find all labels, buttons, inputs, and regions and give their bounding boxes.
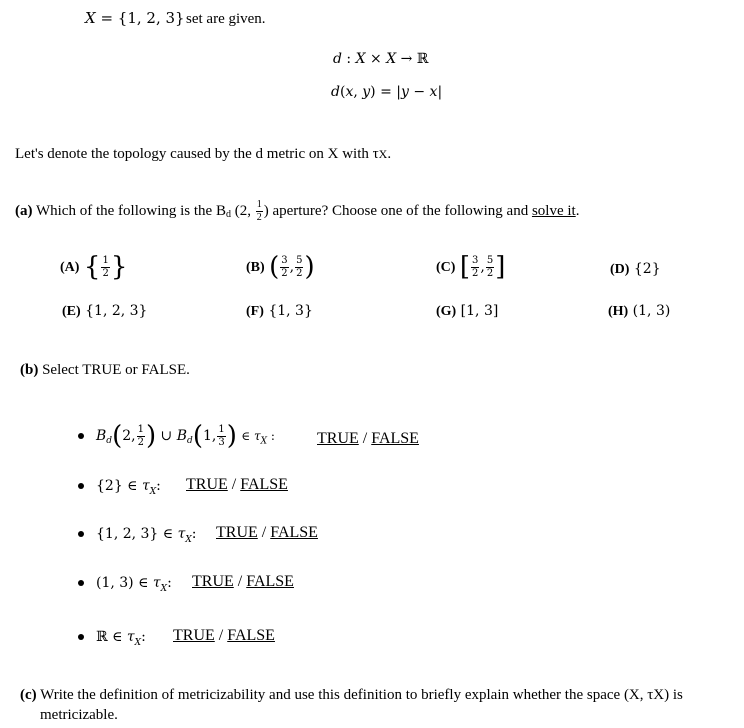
tf-answer-1: TRUE / FALSE [317, 430, 419, 447]
solve-it-link[interactable]: solve it [531, 202, 576, 219]
bullet-icon [78, 580, 84, 586]
tf-answer-5: TRUE / FALSE [173, 627, 275, 644]
option-b[interactable]: (B) ( $\frac{3}{2}$ , $\frac{5}{2}$ ) [246, 252, 315, 282]
option-h[interactable]: (H) (1, 3) [608, 303, 671, 319]
tau-x-symbol: τX [372, 146, 388, 162]
true-option-3[interactable]: TRUE [216, 524, 258, 541]
bullet-icon [78, 433, 84, 439]
bullet-icon [78, 483, 84, 489]
tf-item-5: ℝ ∈ $\tau_X$: [78, 629, 146, 648]
topology-sentence: Let's denote the topology caused by the d metric on X with τX. [15, 146, 392, 162]
metric-definition-line1: d : X × X → ℝ [333, 51, 429, 67]
option-e[interactable]: (E) {1, 2, 3} [62, 303, 148, 319]
option-c[interactable]: (C) [ $\frac{3}{2}$ , $\frac{5}{2}$ ] [436, 252, 506, 282]
true-option-2[interactable]: TRUE [186, 476, 228, 493]
tf-answer-2: TRUE / FALSE [186, 476, 288, 493]
tf-item-2: {2} ∈ $\tau_X$: [78, 478, 161, 497]
option-f[interactable]: (F) {1, 3} [246, 303, 313, 319]
true-option-5[interactable]: TRUE [173, 627, 215, 644]
tf-answer-3: TRUE / FALSE [216, 524, 318, 541]
part-c-question: (c) Write the definition of metricizability and use this definition to briefly explain whether the space (X, τX) is [20, 687, 683, 703]
metric-definition-line2: d(x, y) = |y − x| [331, 84, 443, 100]
bullet-icon [78, 634, 84, 640]
true-option-1[interactable]: TRUE [317, 430, 359, 447]
tf-answer-4: TRUE / FALSE [192, 573, 294, 590]
option-g[interactable]: (G) [1, 3] [436, 303, 499, 319]
true-option-4[interactable]: TRUE [192, 573, 234, 590]
bullet-icon [78, 531, 84, 537]
part-a-question: (a) Which of the following is the Bd (2, $\frac{1}{2}$ ) aperture? Choose one of the following and solve it. [15, 199, 580, 223]
tf-item-4: (1, 3) ∈ $\tau_X$: [78, 575, 172, 594]
part-b-question: (b) Select TRUE or FALSE. [20, 362, 190, 378]
false-option-4[interactable]: FALSE [246, 573, 294, 590]
part-c-question-cont: metricizable. [40, 707, 118, 723]
set-definition: X = {1, 2, 3} [85, 9, 185, 27]
false-option-1[interactable]: FALSE [371, 430, 419, 447]
tf-item-3: {1, 2, 3} ∈ $\tau_X$: [78, 526, 197, 545]
option-a[interactable]: (A) { $\frac{1}{2}$ } [60, 252, 128, 282]
false-option-5[interactable]: FALSE [227, 627, 275, 644]
option-d[interactable]: (D) {2} [610, 261, 661, 277]
set-suffix: set are given. [186, 11, 266, 27]
false-option-2[interactable]: FALSE [240, 476, 288, 493]
tf-item-1: $B_d(2$, $\frac{1}{2}$ ) ∪ $B_d(1$, $\frac{1}{3}$ ) ∈ $\tau_X$ : [78, 423, 275, 449]
false-option-3[interactable]: FALSE [270, 524, 318, 541]
